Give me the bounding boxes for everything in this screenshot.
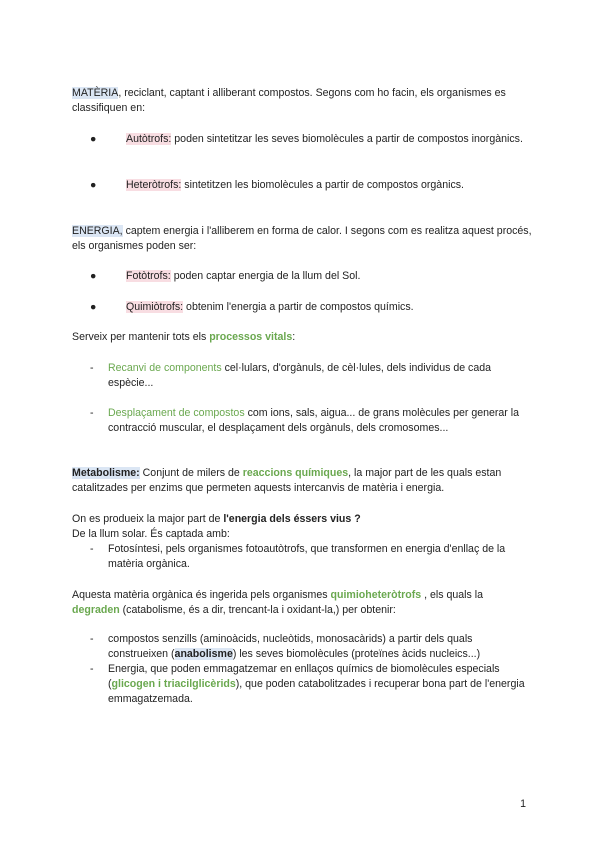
- bullet-body: poden captar energia de la llum del Sol.: [170, 270, 361, 282]
- paragraph-materia: [72, 86, 532, 116]
- paragraph-text: , reciclant, captant i alliberant compostos. Segons com ho facin, els organismes es classifiquen en:: [72, 87, 506, 114]
- dash-body: ) les seves biomolècules (proteïnes àcids nucleics...): [232, 648, 481, 660]
- bullet-text: [108, 300, 528, 315]
- bullet-body: sintetitzen les biomolècules a partir de compostos orgànics.: [181, 179, 464, 191]
- dash-body: Energia, que poden emmagatzemar en enllaços químics de biomolècules especials (: [108, 663, 500, 690]
- term-recanvi: Recanvi de components: [108, 362, 222, 374]
- term-anabolisme: anabolisme: [174, 648, 233, 660]
- dash-body: com ions, sals, aigua... de grans molècules per generar la contracció muscular, el desplaçament dels orgànuls, dels cromosomes...: [108, 407, 520, 434]
- dash-mark: -: [90, 407, 94, 419]
- bullet-mark: ●: [90, 133, 97, 145]
- dash-text: [108, 361, 528, 391]
- paragraph-text: De la llum solar. És captada amb:: [72, 528, 230, 540]
- bullet-body: obtenim l'energia a partir de compostos químics.: [183, 301, 414, 313]
- dash-mark: -: [90, 663, 94, 675]
- term-energia: ENERGIA,: [72, 225, 123, 237]
- dash-mark: -: [90, 543, 94, 555]
- paragraph-text: On es produeix la major part de: [72, 513, 224, 525]
- term-metabolisme: Metabolisme:: [72, 467, 140, 479]
- paragraph-text: :: [292, 331, 296, 343]
- term-glicogen: glicogen i triacilglicèrids: [111, 678, 236, 690]
- bullet-text: [108, 178, 528, 193]
- dash-text: [108, 632, 528, 662]
- dash-text: [108, 406, 528, 436]
- paragraph-serveix: [72, 330, 532, 345]
- paragraph-energia: [72, 224, 532, 254]
- term-desplacament: Desplaçament de compostos: [108, 407, 245, 419]
- dash-mark: -: [90, 362, 94, 374]
- dash-text: Fotosíntesi, pels organismes fotoautòtrofs, que transformen en energia d'enllaç de la matèria orgànica.: [108, 543, 506, 570]
- term-fototrofs: Fotòtrofs:: [126, 270, 171, 282]
- bullet-mark: ●: [90, 179, 97, 191]
- term-energia-essers: l'energia dels éssers vius ?: [223, 513, 361, 525]
- paragraph-text: Conjunt de milers de: [139, 467, 243, 479]
- term-materia: MATÈRIA: [72, 87, 119, 99]
- dash-text: [108, 662, 528, 707]
- dash-mark: -: [90, 633, 94, 645]
- term-reaccions-quimiques: reaccions químiques: [242, 467, 349, 479]
- paragraph-text: Aquesta matèria orgànica és ingerida pels organismes: [72, 589, 331, 601]
- paragraph-metabolisme: [72, 466, 532, 496]
- dash-body: compostos senzills (aminoàcids, nucleòtids, monosacàrids) a partir dels quals construeixen (: [108, 633, 473, 660]
- dash-body: cel·lulars, d'orgànuls, de cèl·lules, dels individus de cada espècie...: [108, 362, 492, 389]
- paragraph-question: [72, 512, 532, 542]
- paragraph-text: , els quals la: [421, 589, 483, 601]
- paragraph-text: (catabolisme, és a dir, trencant-la i oxidant-la,) per obtenir:: [119, 604, 396, 616]
- term-processos-vitals: processos vitals: [209, 331, 293, 343]
- paragraph-text: , la major part de les quals estan catalitzades per enzims que permeten aquests intercanvis de matèria i energia.: [72, 467, 502, 494]
- paragraph-text: captem energia i l'alliberem en forma de calor. I segons com es realitza aquest procés, els organismes poden ser:: [72, 225, 532, 252]
- paragraph-text: Serveix per mantenir tots els: [72, 331, 210, 343]
- term-heterotrofs: Heteròtrofs:: [126, 179, 182, 191]
- term-degraden: degraden: [72, 604, 120, 616]
- bullet-mark: ●: [90, 270, 97, 282]
- paragraph-materia-organica: [72, 588, 532, 618]
- bullet-body: poden sintetitzar les seves biomolècules a partir de compostos inorgànics.: [171, 133, 523, 145]
- term-quimioheterotrofs: quimioheteròtrofs: [330, 589, 422, 601]
- term-quimiotrofs: Quimiòtrofs:: [126, 301, 184, 313]
- dash-body: ), que poden catabolitzades i recuperar bona part de l'energia emmagatzemada.: [108, 678, 525, 705]
- bullet-text: [108, 269, 528, 284]
- page-number: 1: [520, 798, 526, 810]
- bullet-text: [108, 132, 528, 147]
- term-autotrofs: Autòtrofs:: [126, 133, 172, 145]
- bullet-mark: ●: [90, 301, 97, 313]
